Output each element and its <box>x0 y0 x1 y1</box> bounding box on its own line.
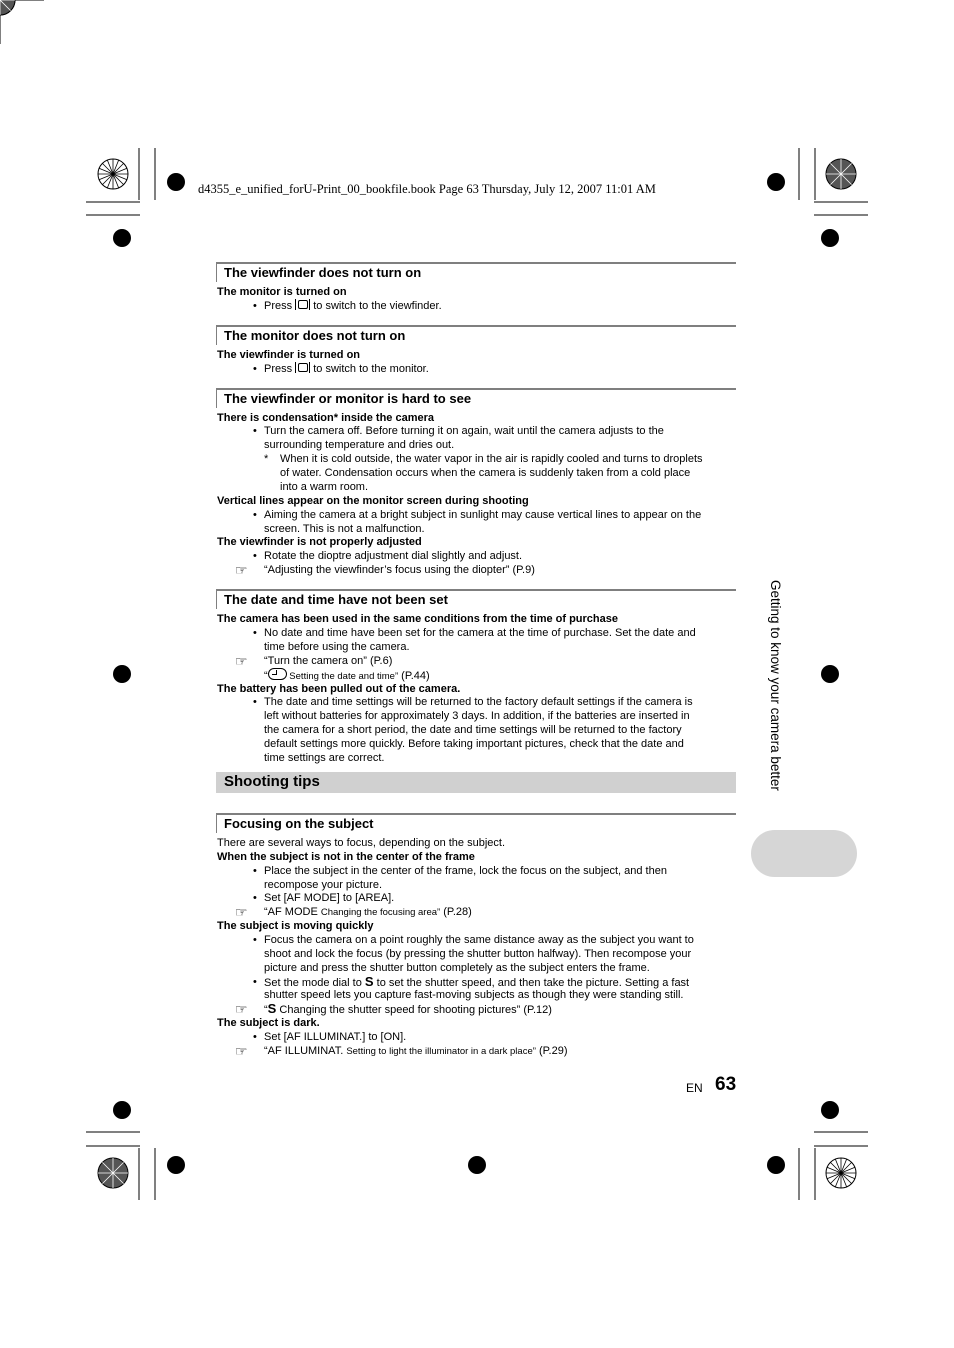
bullet: • <box>253 550 257 562</box>
list-item: No date and time have been set for the camera at the time of purchase. Set the date and <box>264 627 696 639</box>
list-item: the camera for a short period, the date and time settings will be returned to the factory <box>264 724 682 736</box>
page-reference[interactable]: “AF ILLUMINAT. Setting to light the illuminator in a dark place” (P.29) <box>264 1045 568 1057</box>
list-item: recompose your picture. <box>264 879 382 891</box>
footnote: When it is cold outside, the water vapor in the air is rapidly cooled and turns to droplets <box>280 453 703 465</box>
section-heading-monitor-off: The monitor does not turn on <box>216 325 736 345</box>
list-item: time before using the camera. <box>264 641 410 653</box>
list-item: Press to switch to the viewfinder. <box>264 300 442 312</box>
bullet: • <box>253 892 257 904</box>
reference-hand-icon: ☞ <box>235 1001 248 1017</box>
list-item: left without batteries for approximately 3 days. In addition, if the batteries are inserted in <box>264 710 690 722</box>
section-heading-date-time: The date and time have not been set <box>216 589 736 609</box>
list-item: Set [AF ILLUMINAT.] to [ON]. <box>264 1031 407 1043</box>
bullet: • <box>253 934 257 946</box>
page-reference[interactable]: “AF MODE Changing the focusing area” (P.28) <box>264 906 472 918</box>
subheading: The battery has been pulled out of the camera. <box>217 683 461 695</box>
list-item: default settings more quickly. Before taking important pictures, check that the date and <box>264 738 684 750</box>
footnote: into a warm room. <box>280 481 369 493</box>
subheading: The viewfinder is not properly adjusted <box>217 536 422 548</box>
list-item: Set the mode dial to S to set the shutter speed, and then take the picture. Setting a fast <box>264 974 690 989</box>
bullet: • <box>253 509 257 521</box>
page-reference[interactable]: “S Changing the shutter speed for shooting pictures” (P.12) <box>264 1001 552 1016</box>
monitor-button-icon <box>295 299 310 310</box>
list-item: screen. This is not a malfunction. <box>264 523 425 535</box>
list-item: time settings are correct. <box>264 752 385 764</box>
reference-hand-icon: ☞ <box>235 562 248 578</box>
intro-text: There are several ways to focus, depending on the subject. <box>217 837 506 849</box>
bullet: • <box>253 1031 257 1043</box>
mode-s-icon: S <box>267 1001 277 1016</box>
bullet: • <box>253 300 257 312</box>
bullet: • <box>253 976 257 988</box>
side-tab-label: Getting to know your camera better <box>768 580 783 791</box>
list-item: shoot and lock the focus (by pressing the shutter button halfway). Then recompose your <box>264 948 692 960</box>
list-item: surrounding temperature and dries out. <box>264 439 455 451</box>
shooting-tips-banner: Shooting tips <box>216 772 736 793</box>
subheading: Vertical lines appear on the monitor screen during shooting <box>217 495 529 507</box>
bullet: • <box>253 363 257 375</box>
footnote: of water. Condensation occurs when the camera is suddenly taken from a cold place <box>280 467 691 479</box>
footer-language: EN <box>686 1081 703 1095</box>
mode-s-icon: S <box>364 974 374 989</box>
subheading: The monitor is turned on <box>217 286 347 298</box>
bullet: • <box>253 865 257 877</box>
subheading: The subject is dark. <box>217 1017 320 1029</box>
monitor-button-icon <box>295 362 310 373</box>
print-header: d4355_e_unified_forU-Print_00_bookfile.book Page 63 Thursday, July 12, 2007 11:01 AM <box>198 182 656 196</box>
side-tab-marker <box>751 830 857 877</box>
bullet: • <box>253 696 257 708</box>
reference-hand-icon: ☞ <box>235 904 248 920</box>
list-item: Place the subject in the center of the frame, lock the focus on the subject, and then <box>264 865 667 877</box>
page-number: 63 <box>715 1074 737 1095</box>
subheading: When the subject is not in the center of the frame <box>217 851 475 863</box>
list-item: The date and time settings will be returned to the factory default settings if the camera is <box>264 696 693 708</box>
list-item: shutter speed lets you capture fast-moving subjects as though they were standing still. <box>264 989 684 1001</box>
section-heading-viewfinder-off: The viewfinder does not turn on <box>216 262 736 282</box>
page-reference[interactable]: “Turn the camera on” (P.6) <box>264 655 393 667</box>
bullet: • <box>253 627 257 639</box>
list-item: Aiming the camera at a bright subject in sunlight may cause vertical lines to appear on the <box>264 509 702 521</box>
reference-hand-icon: ☞ <box>235 653 248 669</box>
page-reference[interactable]: “ Setting the date and time” (P.44) <box>264 670 430 682</box>
subheading: The camera has been used in the same conditions from the time of purchase <box>217 613 618 625</box>
page-reference[interactable]: “Adjusting the viewfinder’s focus using the diopter” (P.9) <box>264 564 535 576</box>
subheading: The viewfinder is turned on <box>217 349 361 361</box>
subheading: The subject is moving quickly <box>217 920 374 932</box>
reference-hand-icon: ☞ <box>235 1043 248 1059</box>
list-item: Turn the camera off. Before turning it on again, wait until the camera adjusts to the <box>264 425 664 437</box>
section-heading-hard-to-see: The viewfinder or monitor is hard to see <box>216 388 736 408</box>
footnote-star: * <box>264 453 269 465</box>
list-item: picture and press the shutter button completely as the subject enters the frame. <box>264 962 650 974</box>
list-item: Rotate the dioptre adjustment dial slightly and adjust. <box>264 550 523 562</box>
section-heading-focusing: Focusing on the subject <box>216 813 736 833</box>
list-item: Set [AF MODE] to [AREA]. <box>264 892 395 904</box>
list-item: Focus the camera on a point roughly the same distance away as the subject you want to <box>264 934 694 946</box>
subheading: There is condensation* inside the camera <box>217 412 435 424</box>
clock-icon <box>268 668 287 680</box>
bullet: • <box>253 425 257 437</box>
list-item: Press to switch to the monitor. <box>264 363 429 375</box>
